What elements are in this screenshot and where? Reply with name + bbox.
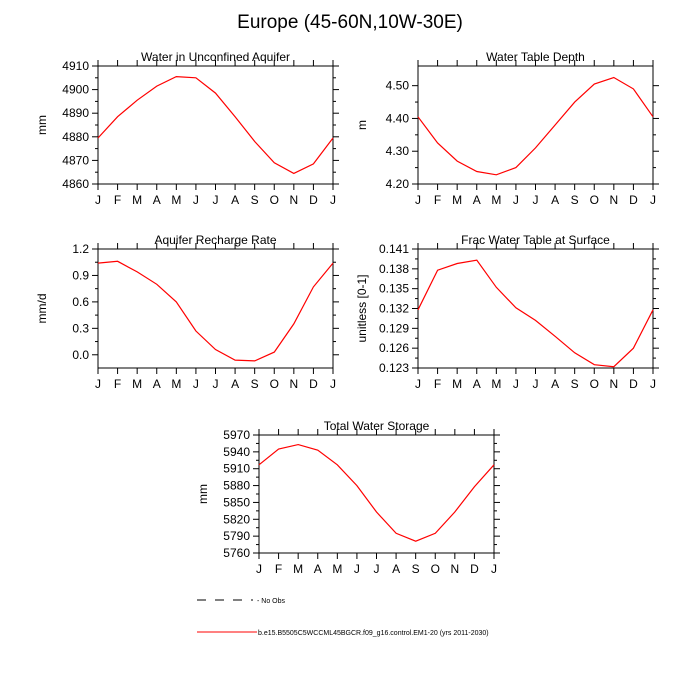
- y-tick-label: 5880: [223, 478, 250, 493]
- x-tick-label: J: [491, 562, 497, 576]
- y-axis-label: mm: [196, 484, 210, 504]
- chart-panel-1: [35, 50, 339, 207]
- x-tick-label: N: [609, 377, 619, 391]
- x-tick-label: J: [512, 377, 519, 391]
- y-axis-label: unitless [0-1]: [355, 274, 369, 343]
- x-tick-label: J: [650, 193, 656, 207]
- y-tick-label: 0.129: [378, 321, 409, 336]
- x-tick-label: O: [269, 193, 279, 207]
- y-tick-label: 4.30: [385, 144, 409, 159]
- x-tick-label: S: [250, 193, 259, 207]
- legend: [197, 598, 489, 637]
- x-tick-label: A: [551, 193, 560, 207]
- y-tick-label: 0.0: [72, 347, 89, 362]
- x-tick-label: J: [192, 193, 199, 207]
- y-tick-label: 4900: [62, 82, 89, 97]
- y-tick-label: 0.123: [378, 361, 409, 375]
- y-tick-label: 1.2: [72, 242, 89, 256]
- x-tick-label: J: [212, 377, 219, 391]
- y-tick-label: 5940: [223, 444, 250, 459]
- y-tick-label: 5820: [223, 512, 250, 527]
- x-tick-label: D: [309, 377, 318, 391]
- y-tick-label: 5910: [223, 461, 250, 476]
- x-tick-label: S: [411, 562, 420, 576]
- y-tick-label: 0.3: [72, 321, 89, 336]
- chart-title: Frac Water Table at Surface: [461, 233, 610, 247]
- legend-obs-label: - No Obs: [257, 598, 286, 605]
- x-tick-label: J: [532, 193, 539, 207]
- x-tick-label: J: [192, 377, 199, 391]
- x-tick-label: M: [132, 377, 143, 391]
- x-tick-label: A: [472, 193, 481, 207]
- y-axis-label: mm: [35, 115, 49, 135]
- x-tick-label: F: [433, 377, 442, 391]
- x-tick-label: J: [415, 193, 421, 207]
- x-tick-label: F: [274, 562, 283, 576]
- x-tick-label: F: [113, 377, 122, 391]
- x-tick-label: J: [330, 193, 336, 207]
- x-tick-label: O: [589, 193, 599, 207]
- x-tick-label: D: [629, 377, 638, 391]
- x-tick-label: N: [289, 377, 299, 391]
- x-tick-label: O: [589, 377, 599, 391]
- y-tick-label: 5970: [223, 428, 250, 442]
- model-series-line: [418, 78, 653, 175]
- x-tick-label: D: [629, 193, 638, 207]
- x-tick-label: J: [330, 377, 336, 391]
- x-tick-label: M: [491, 377, 502, 391]
- y-tick-label: 4860: [62, 177, 89, 191]
- model-series-line: [98, 261, 333, 361]
- y-tick-label: 0.141: [378, 242, 409, 256]
- x-tick-label: F: [433, 193, 442, 207]
- x-tick-label: J: [415, 377, 421, 391]
- x-tick-label: A: [551, 377, 560, 391]
- chart-title: Total Water Storage: [323, 419, 430, 433]
- x-tick-label: O: [269, 377, 279, 391]
- model-series-line: [98, 77, 333, 174]
- x-tick-label: D: [309, 193, 318, 207]
- x-tick-label: A: [231, 377, 240, 391]
- y-axis-label: m: [355, 120, 369, 130]
- x-tick-label: M: [491, 193, 502, 207]
- chart-panel-3: [35, 233, 339, 391]
- x-tick-label: S: [570, 193, 579, 207]
- x-tick-label: A: [231, 193, 240, 207]
- y-tick-label: 4.50: [385, 78, 409, 93]
- y-tick-label: 0.135: [378, 281, 409, 296]
- y-tick-label: 5790: [223, 529, 250, 544]
- x-tick-label: J: [532, 377, 539, 391]
- x-tick-label: N: [609, 193, 619, 207]
- x-tick-label: N: [289, 193, 299, 207]
- y-tick-label: 0.6: [72, 294, 89, 309]
- x-tick-label: M: [293, 562, 304, 576]
- y-tick-label: 0.132: [378, 301, 409, 316]
- y-tick-label: 5850: [223, 495, 250, 510]
- x-tick-label: M: [452, 377, 463, 391]
- x-tick-label: J: [95, 377, 101, 391]
- x-tick-label: J: [373, 562, 380, 576]
- x-tick-label: A: [152, 193, 161, 207]
- x-tick-label: J: [353, 562, 360, 576]
- x-tick-label: F: [113, 193, 122, 207]
- y-tick-label: 0.138: [378, 261, 409, 276]
- model-series-line: [418, 260, 653, 367]
- x-tick-label: J: [512, 193, 519, 207]
- plot-frame: [418, 249, 653, 368]
- x-tick-label: J: [95, 193, 101, 207]
- x-tick-label: M: [132, 193, 143, 207]
- chart-title: Aquifer Recharge Rate: [154, 233, 277, 247]
- legend-model-label: b.e15.B5505C5WCCML45BGCR.f09_g16.control.EM1-20 (yrs 2011-2030): [258, 630, 489, 637]
- plot-frame: [259, 435, 494, 553]
- x-tick-label: J: [212, 193, 219, 207]
- y-tick-label: 4.20: [385, 177, 409, 191]
- y-tick-label: 4.40: [385, 111, 409, 126]
- chart-panel-2: [355, 50, 659, 207]
- chart-panel-4: [355, 233, 659, 391]
- y-axis-label: mm/d: [35, 293, 49, 324]
- y-tick-label: 5760: [223, 546, 250, 560]
- y-tick-label: 0.9: [72, 268, 89, 283]
- y-tick-label: 4870: [62, 153, 89, 168]
- x-tick-label: S: [570, 377, 579, 391]
- x-tick-label: O: [430, 562, 440, 576]
- x-tick-label: A: [392, 562, 401, 576]
- y-tick-label: 4880: [62, 129, 89, 144]
- page-title: Europe (45-60N,10W-30E): [237, 12, 463, 33]
- x-tick-label: A: [152, 377, 161, 391]
- x-tick-label: M: [171, 193, 182, 207]
- x-tick-label: N: [450, 562, 460, 576]
- x-tick-label: M: [171, 377, 182, 391]
- x-tick-label: M: [332, 562, 343, 576]
- x-tick-label: J: [650, 377, 656, 391]
- y-tick-label: 4890: [62, 106, 89, 121]
- chart-title: Water Table Depth: [486, 50, 585, 64]
- chart-panel-5: [196, 419, 500, 576]
- chart-title: Water in Unconfined Aquifer: [141, 50, 290, 64]
- y-tick-label: 4910: [62, 59, 89, 73]
- plot-frame: [98, 66, 333, 184]
- x-tick-label: A: [313, 562, 322, 576]
- y-tick-label: 0.126: [378, 341, 409, 356]
- x-tick-label: D: [470, 562, 479, 576]
- x-tick-label: M: [452, 193, 463, 207]
- x-tick-label: S: [250, 377, 259, 391]
- model-series-line: [259, 445, 494, 542]
- x-tick-label: A: [472, 377, 481, 391]
- plot-frame: [418, 66, 653, 184]
- x-tick-label: J: [256, 562, 262, 576]
